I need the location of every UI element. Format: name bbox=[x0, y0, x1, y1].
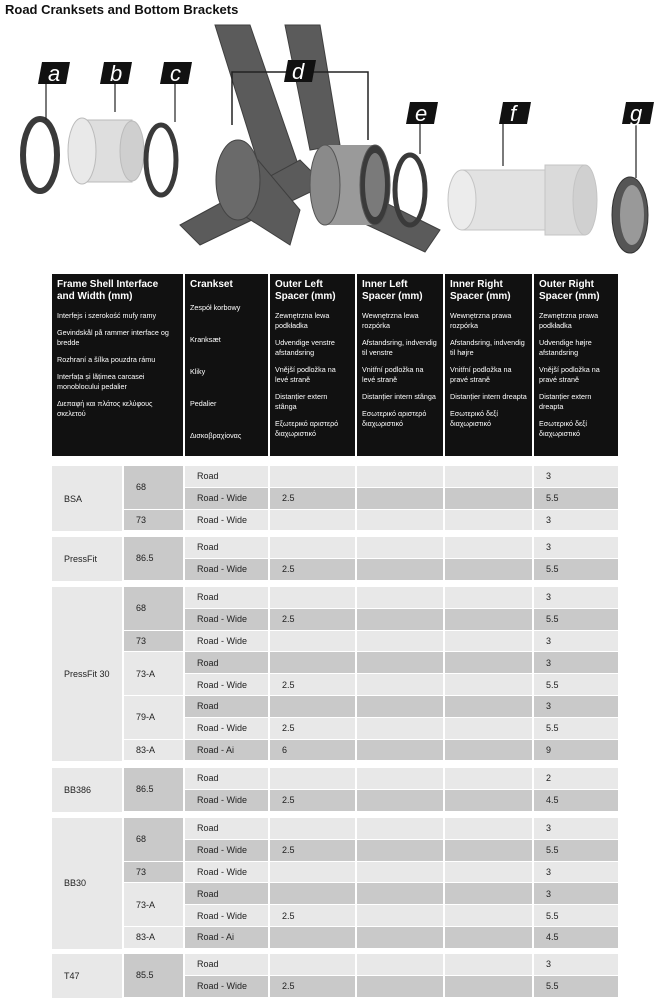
table-cell-ir bbox=[445, 976, 532, 997]
table-cell-il bbox=[357, 840, 443, 861]
table-cell-il bbox=[357, 954, 443, 975]
table-cell-il bbox=[357, 905, 443, 926]
header-translation: Vnější podložka na levé straně bbox=[275, 365, 336, 384]
header-translation: Distanțier extern dreapta bbox=[539, 392, 592, 411]
table-cell-ol bbox=[270, 927, 355, 948]
table-cell-il bbox=[357, 631, 443, 652]
group-name-cell: PressFit bbox=[52, 537, 122, 581]
table-cell-crank: Road bbox=[185, 818, 268, 839]
table-cell-or: 3 bbox=[534, 652, 618, 673]
header-translation: Zespół korbowy bbox=[190, 303, 241, 312]
width-cell: 68 bbox=[124, 466, 183, 509]
header-translation: Udvendige højre afstandsring bbox=[539, 338, 592, 357]
group-name-cell: T47 bbox=[52, 954, 122, 998]
table-cell-ir bbox=[445, 927, 532, 948]
header-col-1 bbox=[185, 274, 268, 456]
table-cell-crank: Road - Wide bbox=[185, 905, 268, 926]
label-a bbox=[38, 61, 70, 86]
header-translation: Εσωτερικό δεξί διαχωριστικό bbox=[539, 419, 587, 438]
table-cell-or: 4.5 bbox=[534, 927, 618, 948]
header-col-3 bbox=[357, 274, 443, 456]
table-cell-ol bbox=[270, 466, 355, 487]
table-cell-or: 5.5 bbox=[534, 488, 618, 509]
table-cell-crank: Road - Wide bbox=[185, 510, 268, 531]
table-cell-il bbox=[357, 696, 443, 717]
table-cell-ol: 2.5 bbox=[270, 790, 355, 811]
width-cell: 86.5 bbox=[124, 768, 183, 811]
table-cell-ol bbox=[270, 510, 355, 531]
table-cell-ir bbox=[445, 609, 532, 630]
header-translation: Distanțier extern stânga bbox=[275, 392, 328, 411]
table-cell-ir bbox=[445, 466, 532, 487]
exploded-diagram bbox=[0, 20, 662, 274]
width-cell: 73 bbox=[124, 510, 183, 531]
table-cell-il bbox=[357, 818, 443, 839]
table-cell-crank: Road - Ai bbox=[185, 740, 268, 761]
table-cell-or: 3 bbox=[534, 883, 618, 904]
table-cell-ir bbox=[445, 652, 532, 673]
header-translation: Εξωτερικό αριστερό διαχωριστικό bbox=[275, 419, 339, 438]
header-translation: Wewnętrzna lewa rozpórka bbox=[362, 311, 419, 330]
header-col-0 bbox=[52, 274, 183, 456]
svg-text:b: b bbox=[110, 61, 123, 86]
table-cell-il bbox=[357, 537, 443, 558]
table-cell-ol: 2.5 bbox=[270, 488, 355, 509]
table-cell-ir bbox=[445, 840, 532, 861]
header-col-2 bbox=[270, 274, 355, 456]
table-cell-il bbox=[357, 488, 443, 509]
table-cell-or: 5.5 bbox=[534, 609, 618, 630]
header-title: Crankset bbox=[190, 279, 233, 290]
label-c bbox=[160, 61, 192, 86]
table-cell-ir bbox=[445, 905, 532, 926]
header-title: Outer Left Spacer (mm) bbox=[275, 279, 336, 302]
header-translation: Zewnętrzna prawa podkładka bbox=[539, 311, 599, 330]
table-cell-ir bbox=[445, 862, 532, 883]
header-translation: Vnitřní podložka na pravé straně bbox=[450, 365, 512, 384]
table-cell-ol bbox=[270, 696, 355, 717]
part-g-ring bbox=[612, 124, 648, 253]
group-name-cell: PressFit 30 bbox=[52, 587, 122, 761]
table-cell-ol: 2.5 bbox=[270, 559, 355, 580]
table-cell-crank: Road bbox=[185, 652, 268, 673]
table-cell-crank: Road bbox=[185, 537, 268, 558]
header-translation: Pedalier bbox=[190, 399, 217, 408]
header-translation: Vnější podložka na pravé straně bbox=[539, 365, 600, 384]
table-cell-or: 3 bbox=[534, 954, 618, 975]
table-cell-ir bbox=[445, 790, 532, 811]
table-cell-or: 5.5 bbox=[534, 559, 618, 580]
label-d bbox=[284, 59, 316, 84]
header-translation: Rozhraní a šílka pouzdra rámu bbox=[57, 355, 156, 364]
table-cell-ir bbox=[445, 740, 532, 761]
table-cell-ol bbox=[270, 954, 355, 975]
label-g bbox=[622, 101, 654, 126]
header-translation: Udvendige venstre afstandsring bbox=[275, 338, 335, 357]
header-title: Inner Right Spacer (mm) bbox=[450, 279, 511, 302]
table-cell-crank: Road bbox=[185, 696, 268, 717]
svg-text:d: d bbox=[292, 59, 305, 84]
table-cell-il bbox=[357, 466, 443, 487]
svg-text:f: f bbox=[510, 101, 517, 126]
header-translation: Vnitřní podložka na levé straně bbox=[362, 365, 424, 384]
header-translation: Δισκοβραχίονας bbox=[190, 431, 242, 440]
header-col-4 bbox=[445, 274, 532, 456]
table-cell-ol bbox=[270, 818, 355, 839]
header-translation: Kliky bbox=[190, 367, 206, 376]
table-cell-il bbox=[357, 740, 443, 761]
table-cell-or: 5.5 bbox=[534, 840, 618, 861]
table-cell-il bbox=[357, 587, 443, 608]
part-c-spacer bbox=[146, 82, 176, 195]
group-name-cell: BB386 bbox=[52, 768, 122, 812]
table-cell-ol: 2.5 bbox=[270, 840, 355, 861]
table-cell-ol bbox=[270, 587, 355, 608]
header-title: Outer Right Spacer (mm) bbox=[539, 279, 600, 302]
table-cell-ir bbox=[445, 631, 532, 652]
table-cell-ol bbox=[270, 631, 355, 652]
group-name-cell: BSA bbox=[52, 466, 122, 531]
table-cell-or: 3 bbox=[534, 818, 618, 839]
table-cell-crank: Road - Wide bbox=[185, 559, 268, 580]
part-b-cup bbox=[68, 82, 144, 184]
width-cell: 73 bbox=[124, 631, 183, 652]
table-cell-ol: 2.5 bbox=[270, 976, 355, 997]
table-cell-crank: Road - Wide bbox=[185, 488, 268, 509]
table-cell-or: 3 bbox=[534, 696, 618, 717]
table-cell-or: 9 bbox=[534, 740, 618, 761]
part-f-cup bbox=[448, 124, 597, 235]
bottom-bracket-shell bbox=[310, 145, 390, 225]
table-cell-or: 5.5 bbox=[534, 674, 618, 695]
width-cell: 79-A bbox=[124, 696, 183, 739]
table-cell-or: 5.5 bbox=[534, 905, 618, 926]
table-cell-or: 3 bbox=[534, 466, 618, 487]
header-title: Inner Left Spacer (mm) bbox=[362, 279, 423, 302]
table-cell-crank: Road - Wide bbox=[185, 718, 268, 739]
table-cell-ol bbox=[270, 768, 355, 789]
header-translation: Distanțier intern dreapta bbox=[450, 392, 527, 401]
table-cell-crank: Road - Wide bbox=[185, 840, 268, 861]
width-cell: 83-A bbox=[124, 927, 183, 948]
table-cell-or: 5.5 bbox=[534, 976, 618, 997]
header-col-5 bbox=[534, 274, 618, 456]
table-cell-or: 5.5 bbox=[534, 718, 618, 739]
header-translation: Εσωτερικό αριστερό διαχωριστικό bbox=[362, 409, 427, 428]
table-cell-il bbox=[357, 652, 443, 673]
header-translation: Wewnętrzna prawa rozpórka bbox=[450, 311, 512, 330]
svg-text:c: c bbox=[170, 61, 181, 86]
header-translation: Gevindskål på rammer interface og bredde bbox=[57, 328, 169, 347]
width-cell: 73-A bbox=[124, 883, 183, 926]
svg-text:e: e bbox=[415, 101, 428, 126]
table-cell-il bbox=[357, 790, 443, 811]
table-cell-crank: Road bbox=[185, 587, 268, 608]
table-cell-crank: Road bbox=[185, 768, 268, 789]
page-title: Road Cranksets and Bottom Brackets bbox=[5, 2, 239, 17]
part-e-spacer bbox=[395, 124, 425, 225]
table-cell-ir bbox=[445, 537, 532, 558]
table-cell-il bbox=[357, 718, 443, 739]
table-cell-ir bbox=[445, 818, 532, 839]
table-cell-ol: 2.5 bbox=[270, 905, 355, 926]
table-cell-ir bbox=[445, 674, 532, 695]
table-cell-crank: Road - Ai bbox=[185, 927, 268, 948]
table-cell-ir bbox=[445, 768, 532, 789]
table-cell-il bbox=[357, 976, 443, 997]
header-translation: Afstandsring, indvendig til venstre bbox=[362, 338, 437, 357]
table-cell-il bbox=[357, 768, 443, 789]
width-cell: 68 bbox=[124, 587, 183, 630]
table-cell-or: 3 bbox=[534, 537, 618, 558]
table-cell-ol bbox=[270, 652, 355, 673]
table-cell-ol: 2.5 bbox=[270, 674, 355, 695]
header-translation: Kranksæt bbox=[190, 335, 221, 344]
table-cell-or: 2 bbox=[534, 768, 618, 789]
table-cell-il bbox=[357, 559, 443, 580]
table-cell-crank: Road - Wide bbox=[185, 631, 268, 652]
table-cell-ol bbox=[270, 883, 355, 904]
table-cell-ol bbox=[270, 537, 355, 558]
table-cell-ol: 2.5 bbox=[270, 609, 355, 630]
header-translation: Afstandsring, indvendig til højre bbox=[450, 338, 525, 357]
label-e bbox=[406, 101, 438, 126]
header-translation: Distanțier intern stânga bbox=[362, 392, 436, 401]
width-cell: 73-A bbox=[124, 652, 183, 695]
table-cell-il bbox=[357, 674, 443, 695]
header-translation: Εσωτερικό δεξί διαχωριστικό bbox=[450, 409, 498, 428]
table-cell-or: 3 bbox=[534, 510, 618, 531]
table-cell-ol: 6 bbox=[270, 740, 355, 761]
table-cell-or: 3 bbox=[534, 631, 618, 652]
table-cell-ir bbox=[445, 696, 532, 717]
table-cell-or: 3 bbox=[534, 587, 618, 608]
width-cell: 86.5 bbox=[124, 537, 183, 580]
table-cell-il bbox=[357, 510, 443, 531]
svg-text:g: g bbox=[630, 101, 643, 126]
svg-text:a: a bbox=[48, 61, 61, 86]
header-translation: Interfața și lățimea carcasei monoblocului pedalier bbox=[57, 372, 145, 391]
width-cell: 68 bbox=[124, 818, 183, 861]
width-cell: 73 bbox=[124, 862, 183, 883]
width-cell: 83-A bbox=[124, 740, 183, 761]
header-translation: Διεπαφή και πλάτος κελύφους σκελετού bbox=[57, 399, 153, 418]
table-cell-il bbox=[357, 927, 443, 948]
table-cell-il bbox=[357, 883, 443, 904]
seat-tube-shell bbox=[216, 140, 260, 220]
table-cell-ir bbox=[445, 718, 532, 739]
table-cell-crank: Road - Wide bbox=[185, 790, 268, 811]
header-title: Frame Shell Interface and Width (mm) bbox=[57, 279, 159, 302]
table-cell-ir bbox=[445, 488, 532, 509]
table-cell-crank: Road - Wide bbox=[185, 609, 268, 630]
table-cell-ir bbox=[445, 559, 532, 580]
table-cell-ir bbox=[445, 587, 532, 608]
table-cell-crank: Road - Wide bbox=[185, 976, 268, 997]
table-cell-crank: Road bbox=[185, 954, 268, 975]
table-cell-ir bbox=[445, 510, 532, 531]
table-cell-ol: 2.5 bbox=[270, 718, 355, 739]
part-a-spacer bbox=[23, 82, 57, 191]
label-f bbox=[499, 101, 531, 126]
group-name-cell: BB30 bbox=[52, 818, 122, 949]
table-cell-or: 4.5 bbox=[534, 790, 618, 811]
table-cell-ir bbox=[445, 954, 532, 975]
table-cell-ir bbox=[445, 883, 532, 904]
label-b bbox=[100, 61, 132, 86]
table-cell-crank: Road bbox=[185, 466, 268, 487]
table-cell-or: 3 bbox=[534, 862, 618, 883]
width-cell: 85.5 bbox=[124, 954, 183, 997]
table-cell-crank: Road - Wide bbox=[185, 674, 268, 695]
table-cell-il bbox=[357, 609, 443, 630]
table-cell-il bbox=[357, 862, 443, 883]
table-cell-ol bbox=[270, 862, 355, 883]
table-cell-crank: Road bbox=[185, 883, 268, 904]
header-translation: Interfejs i szerokość mufy ramy bbox=[57, 311, 157, 320]
table-cell-crank: Road - Wide bbox=[185, 862, 268, 883]
header-translation: Zewnętrzna lewa podkładka bbox=[275, 311, 330, 330]
